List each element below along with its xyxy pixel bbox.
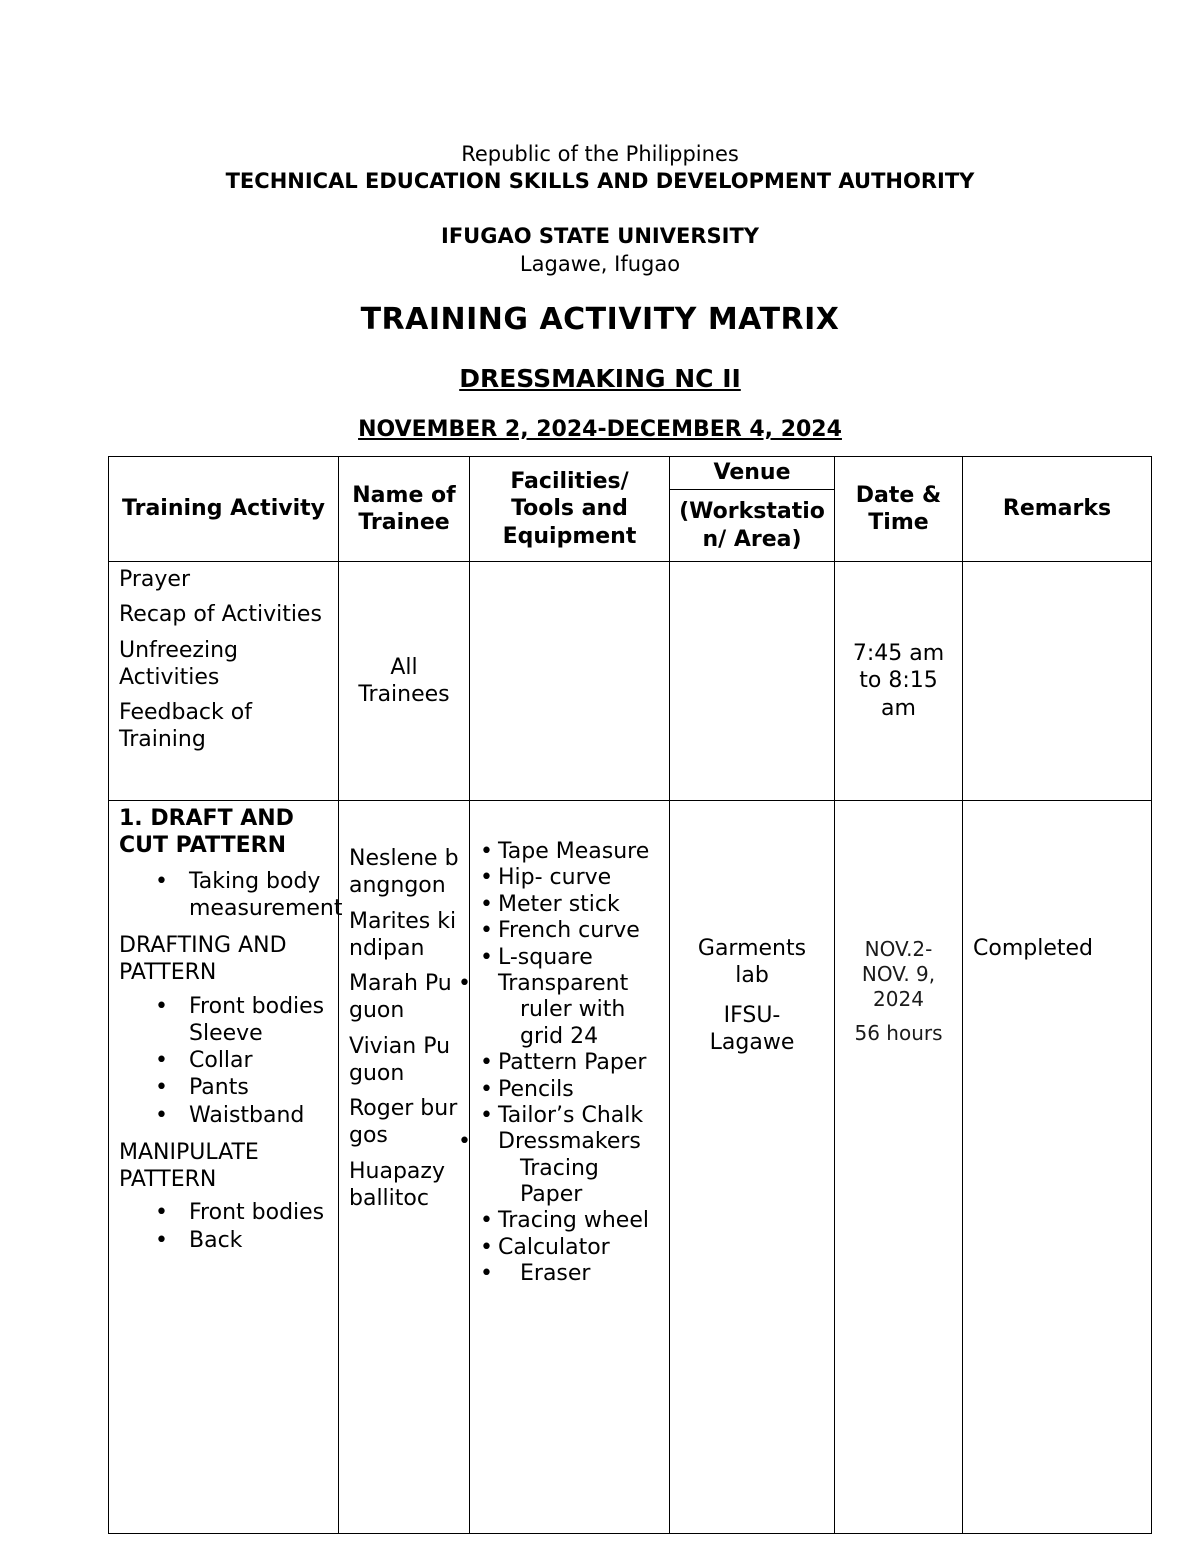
trainee-name: Vivian Puguon	[349, 1033, 451, 1086]
university-location: Lagawe, Ifugao	[519, 252, 681, 276]
header-date-time: Date & Time	[835, 457, 963, 562]
list-item: • Front bodies Sleeve	[119, 993, 328, 1048]
venue-name: Garments lab	[697, 936, 807, 989]
training-dates: NOVEMBER 2, 2024-DECEMBER 4, 2024	[358, 417, 842, 442]
activity-cell	[109, 801, 343, 1534]
duration-hours: 56 hours	[854, 1021, 943, 1046]
header-facilities: Facilities/ Tools and Equipment	[470, 457, 670, 562]
header-venue-workstation: (Workstation/ Area)	[670, 490, 835, 562]
tools-cell	[470, 801, 670, 1534]
training-matrix-table	[108, 456, 1152, 1534]
header-venue: Venue	[670, 457, 835, 490]
tool-item: • Meter stick	[480, 892, 665, 918]
date-range: NOV.2- NOV. 9, 2024	[861, 937, 936, 1011]
university-name: IFUGAO STATE UNIVERSITY	[441, 224, 759, 248]
tool-item: • Transparent ruler with grid 24	[480, 971, 665, 1050]
remarks-cell: Completed	[963, 801, 1152, 1534]
document-title: TRAINING ACTIVITY MATRIX	[360, 302, 840, 337]
manipulate-heading: MANIPULATE PATTERN	[119, 1139, 259, 1193]
tool-item: • Pattern Paper	[480, 1050, 665, 1076]
venue-cell	[670, 801, 835, 1534]
datetime-cell: 7:45 am to 8:15 am	[835, 562, 963, 801]
venue-place: IFSU-Lagawe	[709, 1002, 795, 1055]
tools-list	[480, 839, 665, 1288]
trainee-name: Marites kindipan	[349, 908, 457, 961]
tool-item: • Tracing wheel	[480, 1208, 665, 1234]
manipulate-list	[119, 1199, 328, 1254]
list-item: • Front bodies	[119, 1199, 328, 1226]
tool-item: • Eraser	[480, 1261, 665, 1287]
table-row	[109, 562, 1152, 801]
header-training-activity: Training Activity	[109, 457, 339, 562]
venue-cell	[670, 562, 835, 801]
tool-item: • L-square	[480, 945, 665, 971]
tool-item: • Calculator	[480, 1235, 665, 1261]
tool-item: • Hip- curve	[480, 865, 665, 891]
list-item: • Back	[119, 1227, 328, 1254]
trainees-cell	[339, 801, 470, 1534]
activity-item: Unfreezing Activities	[119, 637, 238, 690]
trainee-name: Neslene bangngon	[349, 846, 459, 899]
drafting-list	[119, 993, 328, 1129]
trainee-name: Marah Puguon	[349, 971, 452, 1024]
header-row	[109, 457, 1152, 490]
trainee-cell: All Trainees	[339, 562, 470, 801]
activity-cell	[109, 562, 339, 801]
tool-item: • Pencils	[480, 1077, 665, 1103]
program-title: DRESSMAKING NC II	[459, 364, 741, 393]
activity-item: Prayer	[119, 567, 191, 592]
list-item: • Pants	[119, 1074, 328, 1101]
header-name-of-trainee: Name of Trainee	[339, 457, 470, 562]
tool-item: • Tape Measure	[480, 839, 665, 865]
activity-item: Recap of Activities	[119, 602, 322, 628]
drafting-heading: DRAFTING AND PATTERN	[119, 933, 287, 986]
taking-list	[119, 868, 343, 923]
tool-item: • French curve	[480, 918, 665, 944]
header-remarks: Remarks	[963, 457, 1152, 562]
list-item: • Collar	[119, 1047, 328, 1074]
facilities-cell	[470, 562, 670, 801]
trainee-name: Roger burgos	[349, 1096, 458, 1149]
republic-line: Republic of the Philippines	[461, 142, 739, 166]
tool-item: • Tailor’s Chalk	[480, 1103, 665, 1129]
activity-item: Feedback of Training	[119, 700, 252, 753]
trainee-name: Huapazy ballitoc	[349, 1158, 445, 1211]
remarks-cell	[963, 562, 1152, 801]
list-item: • Waistband	[119, 1102, 328, 1129]
agency-name: TECHNICAL EDUCATION SKILLS AND DEVELOPMENT AUTHORITY	[225, 169, 975, 193]
activity-heading: 1. DRAFT AND CUT PATTERN	[119, 806, 294, 859]
datetime-cell	[835, 801, 963, 1534]
tool-item: • Dressmakers Tracing Paper	[480, 1129, 665, 1208]
list-item: • Taking body measurement	[119, 868, 328, 923]
table-row	[109, 801, 1152, 1534]
